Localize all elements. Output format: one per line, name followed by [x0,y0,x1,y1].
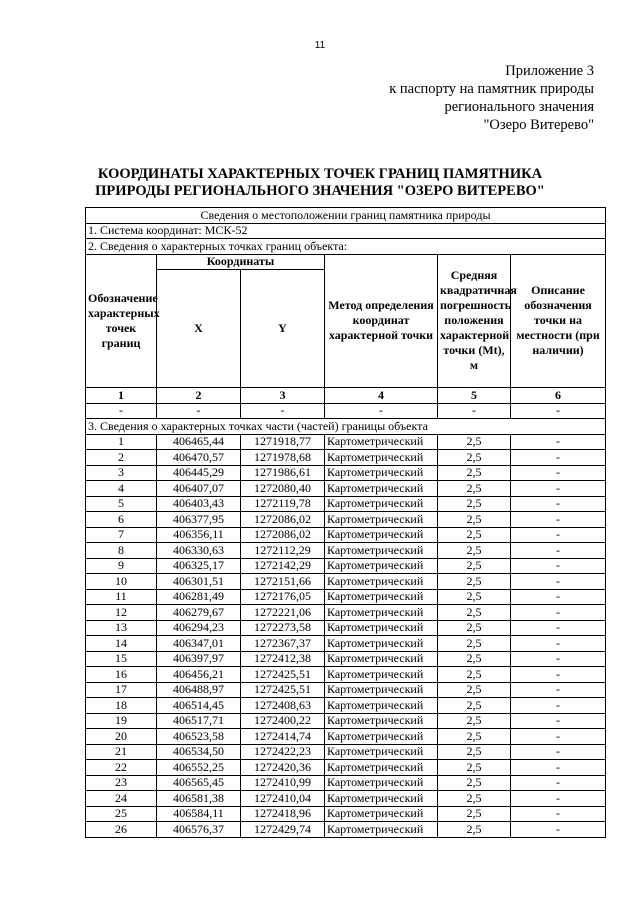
header-description: Описание обозначения точки на местности (при наличии) [511,254,606,388]
description-cell: - [511,729,606,745]
points-section-heading: 2. Сведения о характерных точках границ объекта: [86,239,606,255]
table-row [86,496,606,512]
error-cell: 2,5 [438,806,511,822]
table-row [86,512,606,528]
method-cell: Картометрический [325,760,438,776]
description-cell: - [511,620,606,636]
method-cell: Картометрический [325,698,438,714]
y-coordinate-cell: 1272425,51 [241,682,325,698]
y-coordinate-cell: 1272410,99 [241,775,325,791]
method-cell: Картометрический [325,822,438,838]
y-coordinate-cell: 1272273,58 [241,620,325,636]
page-number: 11 [314,40,326,51]
point-number-cell: 1 [86,434,157,450]
error-cell: 2,5 [438,558,511,574]
x-coordinate-cell: 406301,51 [157,574,241,590]
description-cell: - [511,496,606,512]
method-cell: Картометрический [325,434,438,450]
empty-cell: - [438,403,511,419]
point-number-cell: 24 [86,791,157,807]
description-cell: - [511,543,606,559]
point-number-cell: 9 [86,558,157,574]
method-cell: Картометрический [325,791,438,807]
table-row [86,713,606,729]
table-row [86,791,606,807]
method-cell: Картометрический [325,744,438,760]
description-cell: - [511,481,606,497]
method-cell: Картометрический [325,450,438,466]
table-row [86,667,606,683]
error-cell: 2,5 [438,713,511,729]
y-coordinate-cell: 1272086,02 [241,527,325,543]
table-caption: Сведения о местоположении границ памятника природы [86,208,606,224]
empty-cell: - [325,403,438,419]
y-coordinate-cell: 1272412,38 [241,651,325,667]
appendix-line: к паспорту на памятник природы [389,81,594,97]
error-cell: 2,5 [438,605,511,621]
point-number-cell: 5 [86,496,157,512]
description-cell: - [511,512,606,528]
column-number: 5 [438,388,511,404]
x-coordinate-cell: 406294,23 [157,620,241,636]
x-coordinate-cell: 406325,17 [157,558,241,574]
point-number-cell: 2 [86,450,157,466]
table-row [86,744,606,760]
error-cell: 2,5 [438,682,511,698]
table-row [86,450,606,466]
coordinate-system-row: 1. Система координат: МСК-52 [86,223,606,239]
table-row [86,760,606,776]
part-points-section-heading: 3. Сведения о характерных точках части (частей) границы объекта [86,419,606,435]
empty-cell: - [241,403,325,419]
x-coordinate-cell: 406347,01 [157,636,241,652]
appendix-line: "Озеро Витерево" [483,117,594,133]
error-cell: 2,5 [438,667,511,683]
description-cell: - [511,806,606,822]
error-cell: 2,5 [438,698,511,714]
error-cell: 2,5 [438,434,511,450]
method-cell: Картометрический [325,667,438,683]
point-number-cell: 22 [86,760,157,776]
error-cell: 2,5 [438,744,511,760]
table-row [86,822,606,838]
x-coordinate-cell: 406581,38 [157,791,241,807]
method-cell: Картометрический [325,558,438,574]
method-cell: Картометрический [325,496,438,512]
point-number-cell: 20 [86,729,157,745]
description-cell: - [511,775,606,791]
column-number: 2 [157,388,241,404]
x-coordinate-cell: 406534,50 [157,744,241,760]
method-cell: Картометрический [325,682,438,698]
coordinates-table [85,207,606,838]
y-coordinate-cell: 1272176,05 [241,589,325,605]
y-coordinate-cell: 1271978,68 [241,450,325,466]
error-cell: 2,5 [438,636,511,652]
x-coordinate-cell: 406470,57 [157,450,241,466]
method-cell: Картометрический [325,729,438,745]
x-coordinate-cell: 406281,49 [157,589,241,605]
method-cell: Картометрический [325,465,438,481]
method-cell: Картометрический [325,713,438,729]
error-cell: 2,5 [438,589,511,605]
x-coordinate-cell: 406552,25 [157,760,241,776]
header-designation: Обозначение характерных точек границ [86,254,157,388]
point-number-cell: 12 [86,605,157,621]
error-cell: 2,5 [438,822,511,838]
error-cell: 2,5 [438,450,511,466]
x-coordinate-cell: 406576,37 [157,822,241,838]
y-coordinate-cell: 1272080,40 [241,481,325,497]
table-row [86,434,606,450]
empty-cell: - [86,403,157,419]
header-x: X [157,270,241,388]
description-cell: - [511,527,606,543]
x-coordinate-cell: 406488,97 [157,682,241,698]
table-row [86,729,606,745]
description-cell: - [511,558,606,574]
y-coordinate-cell: 1272418,96 [241,806,325,822]
table-row [86,527,606,543]
method-cell: Картометрический [325,543,438,559]
method-cell: Картометрический [325,527,438,543]
point-number-cell: 10 [86,574,157,590]
y-coordinate-cell: 1272086,02 [241,512,325,528]
header-method: Метод определения координат характерной точки [325,254,438,388]
y-coordinate-cell: 1272429,74 [241,822,325,838]
point-number-cell: 19 [86,713,157,729]
point-number-cell: 17 [86,682,157,698]
x-coordinate-cell: 406330,63 [157,543,241,559]
y-coordinate-cell: 1272414,74 [241,729,325,745]
x-coordinate-cell: 406377,95 [157,512,241,528]
x-coordinate-cell: 406584,11 [157,806,241,822]
table-row [86,806,606,822]
x-coordinate-cell: 406403,43 [157,496,241,512]
description-cell: - [511,791,606,807]
y-coordinate-cell: 1272420,36 [241,760,325,776]
y-coordinate-cell: 1272422,23 [241,744,325,760]
x-coordinate-cell: 406565,45 [157,775,241,791]
table-row [86,558,606,574]
error-cell: 2,5 [438,620,511,636]
y-coordinate-cell: 1272119,78 [241,496,325,512]
point-number-cell: 25 [86,806,157,822]
method-cell: Картометрический [325,775,438,791]
table-row [86,620,606,636]
point-number-cell: 14 [86,636,157,652]
description-cell: - [511,822,606,838]
description-cell: - [511,744,606,760]
error-cell: 2,5 [438,775,511,791]
title-line: ПРИРОДЫ РЕГИОНАЛЬНОГО ЗНАЧЕНИЯ "ОЗЕРО ВИТЕРЕВО" [95,183,545,199]
error-cell: 2,5 [438,512,511,528]
document-title [0,166,640,200]
column-number: 6 [511,388,606,404]
description-cell: - [511,713,606,729]
table-row [86,605,606,621]
point-number-cell: 7 [86,527,157,543]
method-cell: Картометрический [325,636,438,652]
y-coordinate-cell: 1272408,63 [241,698,325,714]
table-row [86,589,606,605]
method-cell: Картометрический [325,651,438,667]
appendix-line: регионального значения [444,99,594,115]
error-cell: 2,5 [438,791,511,807]
description-cell: - [511,605,606,621]
error-cell: 2,5 [438,496,511,512]
y-coordinate-cell: 1272151,66 [241,574,325,590]
error-cell: 2,5 [438,527,511,543]
x-coordinate-cell: 406517,71 [157,713,241,729]
table-row [86,775,606,791]
column-number: 3 [241,388,325,404]
header-coordinates: Координаты [157,254,325,270]
point-number-cell: 13 [86,620,157,636]
y-coordinate-cell: 1271918,77 [241,434,325,450]
table-row [86,698,606,714]
y-coordinate-cell: 1272425,51 [241,667,325,683]
method-cell: Картометрический [325,512,438,528]
appendix-line: Приложение 3 [505,63,594,79]
description-cell: - [511,698,606,714]
x-coordinate-cell: 406514,45 [157,698,241,714]
method-cell: Картометрический [325,481,438,497]
header-error: Средняя квадратичная погрешность положения характерной точки (Mt), м [438,254,511,388]
description-cell: - [511,682,606,698]
y-coordinate-cell: 1272112,29 [241,543,325,559]
empty-cell: - [511,403,606,419]
header-y: Y [241,270,325,388]
description-cell: - [511,450,606,466]
y-coordinate-cell: 1272410,04 [241,791,325,807]
point-number-cell: 15 [86,651,157,667]
appendix-note [389,62,594,134]
point-number-cell: 11 [86,589,157,605]
x-coordinate-cell: 406445,29 [157,465,241,481]
description-cell: - [511,667,606,683]
error-cell: 2,5 [438,543,511,559]
description-cell: - [511,574,606,590]
description-cell: - [511,434,606,450]
column-number: 1 [86,388,157,404]
x-coordinate-cell: 406523,58 [157,729,241,745]
point-number-cell: 23 [86,775,157,791]
x-coordinate-cell: 406407,07 [157,481,241,497]
x-coordinate-cell: 406465,44 [157,434,241,450]
point-number-cell: 3 [86,465,157,481]
description-cell: - [511,636,606,652]
x-coordinate-cell: 406456,21 [157,667,241,683]
table-row [86,465,606,481]
x-coordinate-cell: 406397,97 [157,651,241,667]
y-coordinate-cell: 1272367,37 [241,636,325,652]
description-cell: - [511,589,606,605]
point-number-cell: 6 [86,512,157,528]
table-row [86,574,606,590]
error-cell: 2,5 [438,651,511,667]
table-row [86,481,606,497]
error-cell: 2,5 [438,760,511,776]
point-number-cell: 26 [86,822,157,838]
y-coordinate-cell: 1272400,22 [241,713,325,729]
table-row [86,636,606,652]
column-number: 4 [325,388,438,404]
y-coordinate-cell: 1271986,61 [241,465,325,481]
point-number-cell: 18 [86,698,157,714]
error-cell: 2,5 [438,574,511,590]
table-row [86,543,606,559]
method-cell: Картометрический [325,620,438,636]
point-number-cell: 21 [86,744,157,760]
error-cell: 2,5 [438,481,511,497]
error-cell: 2,5 [438,729,511,745]
point-number-cell: 8 [86,543,157,559]
table-row [86,651,606,667]
description-cell: - [511,651,606,667]
y-coordinate-cell: 1272221,06 [241,605,325,621]
method-cell: Картометрический [325,574,438,590]
point-number-cell: 16 [86,667,157,683]
method-cell: Картометрический [325,605,438,621]
description-cell: - [511,465,606,481]
table-row [86,682,606,698]
y-coordinate-cell: 1272142,29 [241,558,325,574]
x-coordinate-cell: 406279,67 [157,605,241,621]
description-cell: - [511,760,606,776]
empty-cell: - [157,403,241,419]
title-line: КООРДИНАТЫ ХАРАКТЕРНЫХ ТОЧЕК ГРАНИЦ ПАМЯТНИКА [97,166,543,182]
method-cell: Картометрический [325,589,438,605]
method-cell: Картометрический [325,806,438,822]
error-cell: 2,5 [438,465,511,481]
point-number-cell: 4 [86,481,157,497]
x-coordinate-cell: 406356,11 [157,527,241,543]
